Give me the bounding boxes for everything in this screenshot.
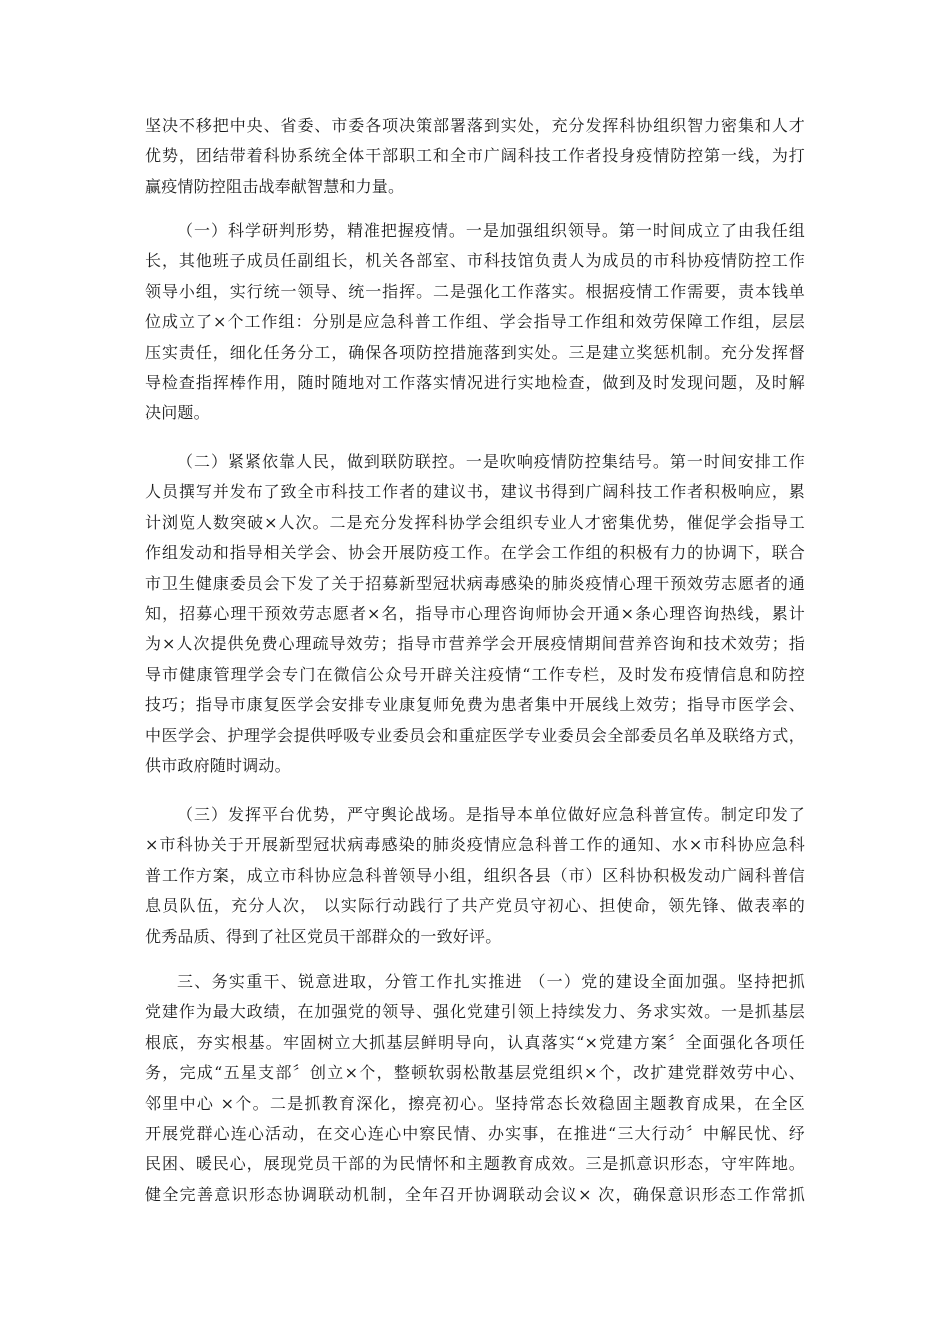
text-line: 长，其他班子成员任副组长，机关各部室、市科技馆负责人为成员的市科协疫情防控工作 (145, 251, 805, 271)
text-line: 中医学会、护理学会提供呼吸专业委员会和重症医学专业委员会全部委员名单及联络方式， (145, 725, 805, 745)
text-line: 赢疫情防控阻击战奉献智慧和力量。 (145, 176, 405, 196)
text-line: 优秀品质、得到了社区党员干部群众的一致好评。 (145, 926, 502, 946)
paragraph-section-3 (145, 800, 805, 952)
text-line: 民困、暖民心，展现党员干部的为民情怀和主题教育成效。三是抓意识形态，守牢阵地。 (145, 1154, 805, 1174)
text-line: 压实责任，细化任务分工，确保各项防控措施落到实处。三是建立奖惩机制。充分发挥督 (145, 342, 805, 362)
text-line: 知，招募心理干预效劳志愿者×名，指导市心理咨询师协会开通×条心理咨询热线，累计 (145, 603, 805, 623)
text-line: 根底，夯实根基。牢固树立大抓基层鲜明导向，认真落实“×党建方案〞全面强化各项任 (145, 1032, 805, 1052)
text-line: （三）发挥平台优势，严守舆论战场。是指导本单位做好应急科普宣传。制定印发了 (177, 805, 805, 824)
paragraph-part-3 (145, 967, 805, 1210)
text-line: 坚决不移把中央、省委、市委各项决策部署落到实处，充分发挥科协组织智力密集和人才 (145, 116, 805, 135)
text-line: 开展党群心连心活动，在交心连心中察民情、办实事，在推进“三大行动〞中解民忧、纾 (145, 1123, 805, 1143)
text-line: 息员队伍，充分人次， 以实际行动践行了共产党员守初心、担使命，领先锋、做表率的 (145, 896, 805, 916)
text-line: 党建作为最大政绩，在加强党的领导、强化党建引领上持续发力、务求实效。一是抓基层 (145, 1002, 805, 1022)
paragraph-section-2 (145, 447, 805, 781)
text-line: 导检查指挥棒作用，随时随地对工作落实情况进行实地检查，做到及时发现问题，及时解 (145, 372, 805, 392)
text-line: 位成立了×个工作组：分别是应急科普工作组、学会指导工作组和效劳保障工作组，层层 (145, 312, 805, 332)
text-line: ×市科协关于开展新型冠状病毒感染的肺炎疫情应急科普工作的通知、水×市科协应急科 (145, 835, 805, 855)
text-line: 务，完成“五星支部〞创立×个，整顿软弱松散基层党组织×个，改扩建党群效劳中心、 (145, 1063, 805, 1083)
text-line: 普工作方案，成立市科协应急科普领导小组，组织各县（市）区科协积极发动广阔科普信 (145, 865, 805, 885)
text-line: 市卫生健康委员会下发了关于招募新型冠状病毒感染的肺炎疫情心理干预效劳志愿者的通 (145, 573, 805, 593)
text-line: （二）紧紧依靠人民，做到联防联控。一是吹响疫情防控集结号。第一时间安排工作 (177, 452, 805, 471)
text-line: 邻里中心 ×个。二是抓教育深化，擦亮初心。坚持常态长效稳固主题教育成果，在全区 (145, 1093, 805, 1113)
text-line: 为×人次提供免费心理疏导效劳；指导市营养学会开展疫情期间营养咨询和技术效劳；指 (145, 634, 805, 654)
text-line: 优势，团结带着科协系统全体干部职工和全市广阔科技工作者投身疫情防控第一线，为打 (145, 146, 805, 166)
text-line: 技巧；指导市康复医学会安排专业康复师免费为患者集中开展线上效劳；指导市医学会、 (145, 695, 805, 715)
text-line: 导市健康管理学会专门在微信公众号开辟关注疫情“工作专栏，及时发布疫情信息和防控 (145, 664, 805, 684)
text-line: 供市政府随时调动。 (145, 755, 291, 775)
text-line: 健全完善意识形态协调联动机制，全年召开协调联动会议× 次，确保意识形态工作常抓 (145, 1184, 805, 1204)
text-line: （一）科学研判形势，精准把握疫情。一是加强组织领导。第一时间成立了由我任组 (177, 221, 805, 240)
paragraph-continuation (145, 111, 805, 202)
text-line: 领导小组，实行统一领导、统一指挥。二是强化工作落实。根据疫情工作需要，责本钱单 (145, 281, 805, 301)
text-line: 人员撰写并发布了致全市科技工作者的建议书，建议书得到广阔科技工作者积极响应，累 (145, 482, 805, 502)
text-line: 三、务实重干、锐意进取，分管工作扎实推进 （一）党的建设全面加强。坚持把抓 (177, 972, 805, 991)
text-line: 作组发动和指导相关学会、协会开展防疫工作。在学会工作组的积极有力的协调下，联合 (145, 543, 805, 563)
text-line: 决问题。 (145, 403, 210, 423)
text-line: 计浏览人数突破×人次。二是充分发挥科协学会组织专业人才密集优势，催促学会指导工 (145, 512, 805, 532)
paragraph-section-1 (145, 216, 805, 429)
